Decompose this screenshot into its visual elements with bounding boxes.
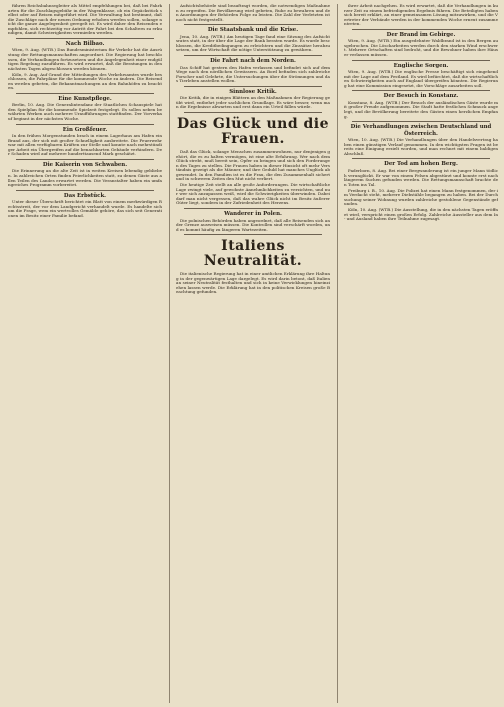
article-headline: Die Fahrt nach dem Norden. xyxy=(210,57,296,64)
article-paragraph: führen Reichsbahnsegleiter als Mittel empfehlungen bei, daß bei Fahrkarten für die Zuschlagsgebühr in der Wagenklasse, ob ein Gepäckstück selbst oder auf Reisen mitgeführt wird. Die Verwaltung hat bestimmt, daß die Zuschläge nach der neuen Ordnung erhoben werden sollen, solange nicht die ganze Angelegenheit geregelt ist. Es wird daher den Reisenden empfohlen, sich rechtzeitig vor Antritt der Fahrt bei den Schaltern zu erkundigen, damit Schwierigkeiten vermieden werden. xyxy=(8,4,162,36)
divider xyxy=(184,55,322,56)
divider xyxy=(352,121,490,122)
article-paragraph: ihrer Arbeit nachgehen. Es wird erwartet, daß die Verhandlungen in kurzer Zeit zu einem befriedigenden Ergebnis führen. Die Beteiligten haben sich bereit erklärt, an einer gemeinsamen Lösung mitzuwirken, und die Vertreter der Verbände werden in der kommenden Woche erneut zusammentreten. xyxy=(344,4,498,27)
divider xyxy=(16,93,154,94)
article-headline: Der Tod am hohen Berg. xyxy=(384,161,458,168)
article-paragraph: Köln, 9. Aug. Auf Grund der Mitteilungen des Verkehrsamtes wurde beschlossen, die Fahrpläne für die kommende Woche zu ändern. Die Reisenden werden gebeten, die Bekanntmachungen an den Bahnhöfen zu beachten. xyxy=(8,71,162,91)
columns xyxy=(8,4,498,703)
article-paragraph: Die Kritik, die in einigen Blättern an den Maßnahmen der Regierung geübt wird, entbehrt jeder sachlichen Grundlage. Es wäre besser, wenn man die Ergebnisse abwarten und erst dann ein Urteil fällen würde. xyxy=(176,95,330,110)
article-paragraph: Paderborn, 8. Aug. Bei einer Bergwanderung ist ein junger Mann tödlich verunglückt. Er war von einem Felsen abgestürzt und konnte erst nach längerem Suchen gefunden werden. Die Rettungsmannschaft brachte den Toten ins Tal. xyxy=(344,168,498,187)
divider xyxy=(184,86,322,87)
column-3 xyxy=(337,4,498,703)
article-paragraph: Wien, 9. Aug. (WTB.) Das Bundesministerium für Verkehr hat die Ausrüstung der Rettungsmannschaften angeordnet. Die Regierung hat beschlossen, die Verhandlungen fortzusetzen und die Angelegenheit einer endgültigen Regelung zuzuführen. Es wird erwartet, daß die Beratungen in den nächsten Tagen abgeschlossen werden können. xyxy=(8,47,162,71)
divider xyxy=(16,159,154,160)
article-headline: Die Verhandlungen zwischen Deutschland und Österreich. xyxy=(350,124,492,137)
article-headline: Das Glück und die Frauen. xyxy=(176,115,330,147)
column-2 xyxy=(169,4,330,703)
divider xyxy=(16,124,154,125)
article-headline: Eine Kunstpflege. xyxy=(58,95,112,102)
article-headline: Englische Sorgen. xyxy=(393,62,449,69)
article-paragraph: Wien, 9. Aug. (WTB.) Ein ausgedehnter Waldbrand ist in den Bergen ausgebrochen. Die Löscharbeiten werden durch den starken Wind erschwert. Mehrere Ortschaften sind bedroht, und die Bewohner haben ihre Häuser verlassen müssen. xyxy=(344,38,498,57)
divider xyxy=(352,29,490,30)
divider xyxy=(16,38,154,39)
divider xyxy=(184,208,322,209)
article-paragraph: Die polnischen Behörden haben angeordnet, daß alle Reisenden sich an der Grenze ausweisen müssen. Die Kontrollen sind verschärft worden, und es kommt häufig zu längeren Wartezeiten. xyxy=(176,217,330,232)
article-headline: Nach Bilbao. xyxy=(65,40,105,47)
article-headline: Italiens Neutralität. xyxy=(203,238,303,270)
article-paragraph: Freiburg i. B., 10. Aug. Die Polizei hat einen Mann festgenommen, der im Verdacht steht, mehrere Diebstähle begangen zu haben. Bei der Durchsuchung seiner Wohnung wurden zahlreiche gestohlene Gegenstände gefunden. xyxy=(344,187,498,207)
article-headline: Der Besuch in Konstanz. xyxy=(383,93,459,100)
divider xyxy=(184,112,322,113)
article-paragraph: Wien, 10. Aug. (WTB.) Die Verhandlungen über den Handelsvertrag haben einen günstigen Verlauf genommen. In den wichtigsten Fragen ist bereits eine Einigung erzielt worden, und man rechnet mit einem baldigen Abschluß. xyxy=(344,137,498,156)
article-paragraph: Die heutige Zeit stellt an alle große Anforderungen. Die wirtschaftliche Lage zwingt viele, auf gewohnte Annehmlichkeiten zu verzichten, und nur wer sich anzupassen weiß, wird die Schwierigkeiten überwinden. Dabei darf man nicht vergessen, daß das wahre Glück nicht im Besitz äußerer Güter liegt, sondern in der Zufriedenheit des Herzens. xyxy=(176,182,330,206)
divider xyxy=(352,90,490,91)
article-paragraph: Daß das Glück, solange Menschen zusammenwohnen, nur denjenigen gehört, die es zu halten vermögen, ist eine alte Erfahrung. Wer nach dem Glück strebt, muß bereit sein, Opfer zu bringen und sich den Forderungen des Tages zu stellen. Die Frauen haben in dieser Hinsicht oft mehr Verständnis gezeigt als die Männer, und ihre Geduld hat manches Unglück abgewendet. In den Familien ist es die Frau, die den Zusammenhalt sichert und in schweren Zeiten den Mut nicht verliert. xyxy=(176,148,330,182)
article-paragraph: Köln, 10. Aug. (WTB.) Die Ausstellung, die in den nächsten Tagen eröffnet wird, verspricht einen großen Erfolg. Zahlreiche Aussteller aus dem In- und Ausland haben ihre Teilnahme zugesagt. xyxy=(344,207,498,222)
article-headline: Die Staatsbank und die Krise. xyxy=(207,27,299,34)
article-paragraph: Die italienische Regierung hat in einer amtlichen Erklärung ihre Haltung in der gegenwärtigen Lage dargelegt. Es wird darin betont, daß Italien an seiner Neutralität festhalten und sich in keine Verwicklungen hineinziehen lassen werde. Die Erklärung hat in den politischen Kreisen große Beachtung gefunden. xyxy=(176,271,330,295)
article-headline: Das Erbstück. xyxy=(63,192,107,199)
article-paragraph: In den frühen Morgenstunden brach in einem Lagerhaus am Hafen ein Brand aus, der sich mit großer Schnelligkeit ausbreitete. Die Feuerwehr war mit allen verfügbaren Kräften zur Stelle und konnte nach mehrstündiger Arbeit ein Übergreifen auf die benachbarten Gebäude verhindern. Der Schaden wird auf mehrere hunderttausend Mark geschätzt. xyxy=(8,133,162,157)
divider xyxy=(184,234,322,235)
article-paragraph: Wien, 9. Aug. (WTB.) Die englische Presse beschäftigt sich eingehend mit der Lage auf dem Festland. Es wird befürchtet, daß die wirtschaftlichen Schwierigkeiten auch auf England übergreifen könnten. Die Regierung hat eine Kommission eingesetzt, die Vorschläge ausarbeiten soll. xyxy=(344,69,498,88)
divider xyxy=(184,24,322,25)
article-headline: Sinnlose Kritik. xyxy=(229,88,277,95)
article-headline: Wanderer in Polen. xyxy=(224,210,282,217)
divider xyxy=(352,158,490,159)
article-headline: Ein Großfeuer. xyxy=(62,126,108,133)
article-paragraph: Aufsichtsbehörde sind beauftragt worden, die notwendigen Maßnahmen zu ergreifen. Die Bevölkerung wird gebeten, Ruhe zu bewahren und den Anordnungen der Behörden Folge zu leisten. Die Zahl der Verletzten ist noch nicht festgestellt. xyxy=(176,4,330,22)
column-1 xyxy=(8,4,162,703)
article-paragraph: Konstanz, 8. Aug. (WTB.) Der Besuch der ausländischen Gäste wurde mit großer Freude aufgenommen. Die Stadt hatte festlichen Schmuck angelegt, und die Bevölkerung bereitete den Gästen einen herzlichen Empfang. xyxy=(344,99,498,119)
divider xyxy=(352,60,490,61)
article-paragraph: Die Erinnerung an die alte Zeit ist in weiten Kreisen lebendig geblieben. In zahlreichen Orten finden Feierlichkeiten statt, zu denen Gäste aus allen Teilen des Landes erwartet werden. Die Veranstalter haben ein umfangreiches Programm vorbereitet. xyxy=(8,168,162,188)
article-paragraph: Jena, 10. Aug. (WTB.) Am heutigen Tage fand eine Sitzung des Aufsichtsrates statt, in der über die Lage der Bank beraten wurde. Es wurde beschlossen, die Kreditbedingungen zu erleichtern und die Zinssätze herabzusetzen, um der Wirtschaft die nötige Unterstützung zu gewähren. xyxy=(176,33,330,53)
article-paragraph: Das Schiff hat gestern den Hafen verlassen und befindet sich auf dem Wege nach den nördlichen Gewässern. An Bord befinden sich zahlreiche Forscher und Gelehrte, die Untersuchungen über die Strömungen und das Tierleben anstellen wollen. xyxy=(176,64,330,84)
article-headline: Der Brand im Gebirge. xyxy=(386,31,456,38)
divider xyxy=(16,190,154,191)
article-paragraph: Unter dieser Überschrift berichtet ein Blatt von einem merkwürdigen Rechtsstreit, der vor dem Landgericht verhandelt wurde. Es handelte sich um die Frage, wem ein wertvolles Gemälde gehöre, das sich seit Generationen im Besitz einer Familie befand. xyxy=(8,199,162,218)
article-headline: Die Kaiserin von Schwaben. xyxy=(42,161,128,168)
article-paragraph: Berlin, 10. Aug. Die Generalintendanz der Staatlichen Schauspiele hat den Spielplan für die kommende Spielzeit festgelegt. Es sollen neben bewährten Werken auch mehrere Uraufführungen stattfinden. Der Vorverkauf beginnt in der nächsten Woche. xyxy=(8,102,162,121)
